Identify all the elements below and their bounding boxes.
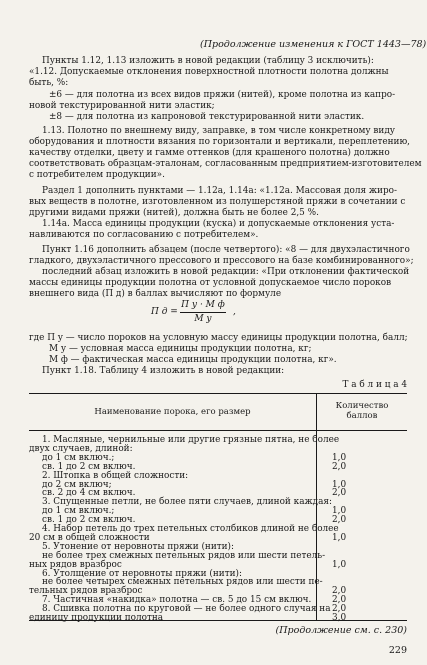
text-line: гладкого, двухэластичного прессового и прессового на базе комбинированного»; [29,256,414,266]
text-line: последний абзац изложить в новой редакции: «При отклонении фактической [42,267,410,277]
table-cell-name: ных рядов вразброс [29,559,122,570]
table-header-score: Количество баллов [335,401,389,421]
text-line: оборудования и плотности вязания по горизонтали и вертикали, переплетению, [29,137,410,147]
table-cell-name: двух случаев, длиной: [29,443,133,454]
text-line: внешнего вида (П д) в баллах вычисляют по формуле [29,289,282,299]
table-cell-score: 2,0 [332,586,347,597]
text-line: Пункт 1.16 дополнить абзацем (после четвертого): «8 — для двухэластичного [42,245,410,255]
table-cell-score: 2,0 [332,515,347,526]
table-cell-name: св. 1 до 2 см включ. [42,515,136,526]
table-header-rule [29,430,407,431]
table-cell-score: 1,0 [332,532,347,543]
text-line: качеству отделки, цвету и гамме оттенков (для крашеного полотна) должно [29,148,390,158]
definition-line: где П у — число пороков на условную массу единицы продукции полотна, балл; [29,333,408,343]
table-cell-name: 3. Спущенные петли, не более пяти случаев, длиной каждая: [42,497,332,508]
text-line: 1.13. Полотно по внешнему виду, заправке, в том числе конкретному виду [42,126,396,136]
formula-numerator: П у · М ф [181,300,225,310]
table-cell-score: 2,0 [332,488,347,499]
text-line: с потребителем продукции». [29,170,165,180]
formula-lhs: П д = [151,307,178,317]
table-cell-score: 1,0 [332,559,347,570]
continuation-footer: (Продолжение см. с. 230) [275,625,407,636]
table-cell-name: св. 1 до 2 см включ. [42,461,136,472]
table-cell-name: 8. Сшивка полотна по круговой — не более одного случая на [42,604,331,615]
formula-bar [180,312,226,313]
definition-line: М у — условная масса единицы продукции полотна, кг; [49,344,312,354]
table-cell-name: 2. Штопка в общей сложности: [42,470,189,481]
table-header-name: Наименование порока, его размер [94,407,251,417]
table-cell-name: 5. Утонение от неровноты пряжи (нити): [42,541,235,552]
text-line: другими видами пряжи (нитей), должна быть не более 2,5 %. [29,208,319,218]
table-cell-name: 20 см в общей сложности [29,532,150,543]
text-line: «1.12. Допускаемые отклонения поверхностной плотности полотна должны [29,67,389,77]
table-cell-name: 1. Масляные, чернильные или другие грязные пятна, не более [42,435,340,445]
table-cell-name: 7. Частичная «накидка» полотна — св. 5 до 15 см включ. [42,595,312,606]
table-cell-score: 1,0 [332,452,347,463]
table-cell-name: до 1 см включ.; [42,452,115,463]
formula-denominator: М у [194,314,212,324]
table-cell-name: до 1 см включ.; [42,506,115,517]
text-line: быть, %: [29,78,69,88]
table-top-rule [29,393,407,394]
table-cell-name: св. 2 до 4 см включ. [42,488,136,499]
table-cell-name: 4. Набор петель до трех петельных столбиков длиной не более [42,524,339,534]
definition-line: М ф — фактическая масса единицы продукции полотна, кг». [49,355,337,365]
table-caption: Т а б л и ц а 4 [342,380,407,390]
table-cell-score: 2,0 [332,461,347,472]
text-line: новой текстурированной нити эластик; [29,101,215,111]
table-cell-score: 2,0 [332,595,347,606]
table-cell-score: 2,0 [332,604,347,615]
table-cell-name: 6. Утолщение от неровноты пряжи (нити): [42,568,242,579]
text-line: вых веществ в полотне, изготовленном из полушерстяной пряжи в сочетании с [29,197,406,207]
text-line: Пункты 1.12, 1.13 изложить в новой редакции (таблицу 3 исключить): [42,56,374,66]
text-line: 1.14а. Масса единицы продукции (куска) и допускаемые отклонения уста- [42,219,395,229]
text-line: соответствовать образцам-эталонам, согласованным предприятием-изготовителем [29,159,422,169]
text-line: Раздел 1 дополнить пунктами — 1.12а, 1.14а: «1.12а. Массовая доля жиро- [42,186,397,196]
table-cell-name: тельных рядов вразброс [29,586,143,597]
definition-line: Пункт 1.18. Таблицу 4 изложить в новой редакции: [42,366,285,376]
text-line: ±6 — для полотна из всех видов пряжи (нитей), кроме полотна из капро- [49,90,396,100]
table-cell-name: единицу продукции полотна [29,613,164,623]
page-number: 229 [388,645,407,656]
table-cell-score: 1,0 [332,479,347,490]
table-cell-name: не более четырех смежных петельных рядов или шести пе- [42,577,323,588]
text-line: массы единицы продукции полотна от условной допускаемое число пороков [29,278,392,288]
text-line: ±8 — для полотна из капроновой текстурированной нити эластик. [49,112,365,122]
text-line: навливаются по согласованию с потребителем». [29,230,259,240]
table-cell-score: 1,0 [332,506,347,517]
formula-trail: , [233,307,236,317]
continuation-header: (Продолжение изменения к ГОСТ 1443—78) [200,39,427,50]
table-cell-name: не более трех смежных петельных рядов или шести петель- [42,550,326,561]
table-cell-name: до 2 см включ; [42,479,112,490]
table-cell-score: 3,0 [332,613,347,623]
